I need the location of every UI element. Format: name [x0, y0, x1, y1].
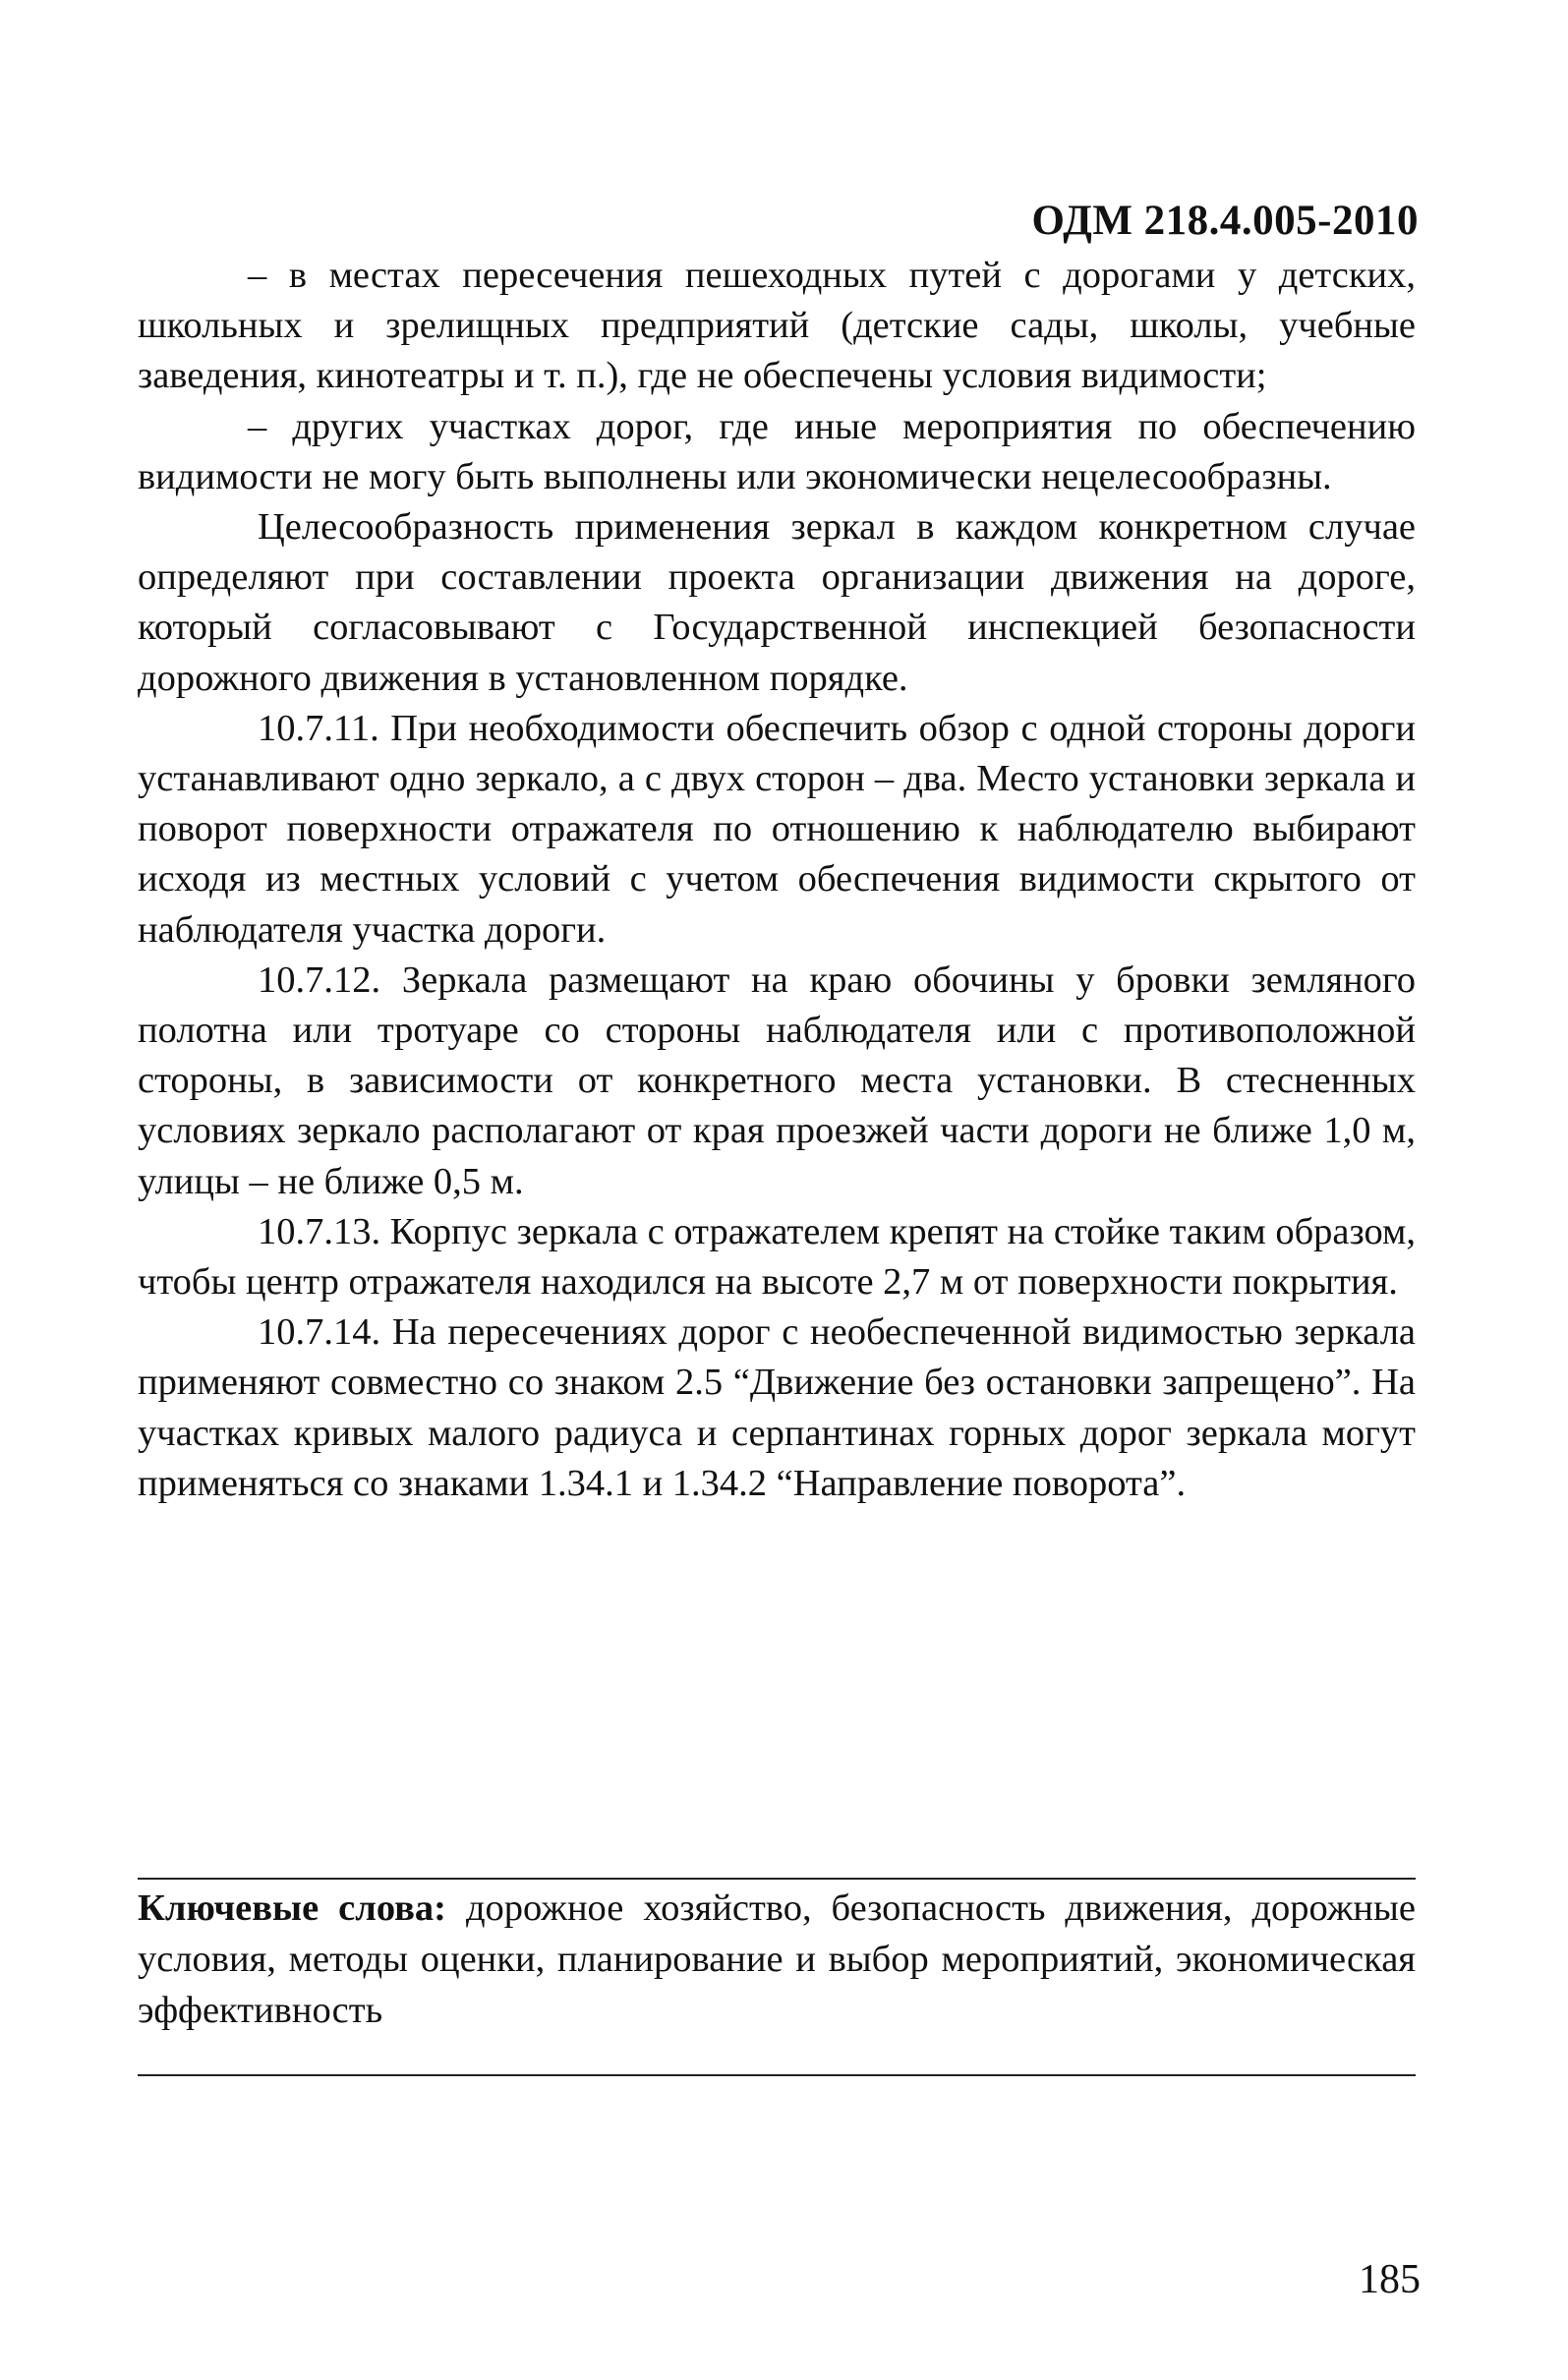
paragraph-clause-10-7-13: 10.7.13. Корпус зеркала с отражателем крепят на стойке таким образом, чтобы центр отражателя находился на высоте 2,7 м от поверхности покрытия. [138, 1210, 1416, 1304]
body-text [138, 251, 1416, 1509]
list-item: – других участках дорог, где иные мероприятия по обеспечению видимости не могу быть выполнены или экономически нецелесообразны. [138, 405, 1416, 497]
keywords-bottom-rule [138, 2074, 1416, 2076]
paragraph-expediency: Целесообразность применения зеркал в каждом конкретном случае определяют при составлении проекта организации движения на дороге, который согласовывают с Государственной инспекцией безопасности дорожного движения в установленном порядке. [138, 506, 1416, 699]
keywords-label: Ключевые слова: [138, 1887, 447, 1929]
paragraph-clause-10-7-12: 10.7.12. Зеркала размещают на краю обочины у бровки земляного полотна или тротуаре со стороны наблюдателя или с противоположной стороны, в зависимости от конкретного места установки. В стесненных условиях зеркало располагают от края проезжей части дороги не ближе 1,0 м, улицы – не ближе 0,5 м. [138, 958, 1416, 1202]
list-item: – в местах пересечения пешеходных путей с дорогами у детских, школьных и зрелищных предприятий (детские сады, школы, учебные заведения, кинотеатры и т. п.), где не обеспечены условия видимости; [138, 255, 1416, 397]
document-code: ОДМ 218.4.005-2010 [1031, 198, 1419, 244]
keywords-block [138, 1883, 1416, 2036]
paragraph-clause-10-7-14: 10.7.14. На пересечениях дорог с необеспеченной видимостью зеркала применяют совместно со знаком 2.5 “Движение без остановки запрещено”. На участках кривых малого радиуса и серпантинах горных дорог зеркала могут применяться со знаками 1.34.1 и 1.34.2 “Направление поворота”. [138, 1311, 1416, 1504]
keywords-top-rule [138, 1878, 1416, 1880]
page-number: 185 [1359, 2257, 1421, 2302]
keywords-text: дорожное хозяйство, безопасность движения, дорожные условия, методы оценки, планирование и выбор мероприятий, экономическая эффективность [138, 1887, 1416, 2031]
paragraph-clause-10-7-11: 10.7.11. При необходимости обеспечить обзор с одной стороны дороги устанавливают одно зеркало, а с двух сторон – два. Место установки зеркала и поворот поверхности отражателя по отношению к наблюдателю выбирают исходя из местных условий с учетом обеспечения видимости скрытого от наблюдателя участка дороги. [138, 707, 1416, 951]
